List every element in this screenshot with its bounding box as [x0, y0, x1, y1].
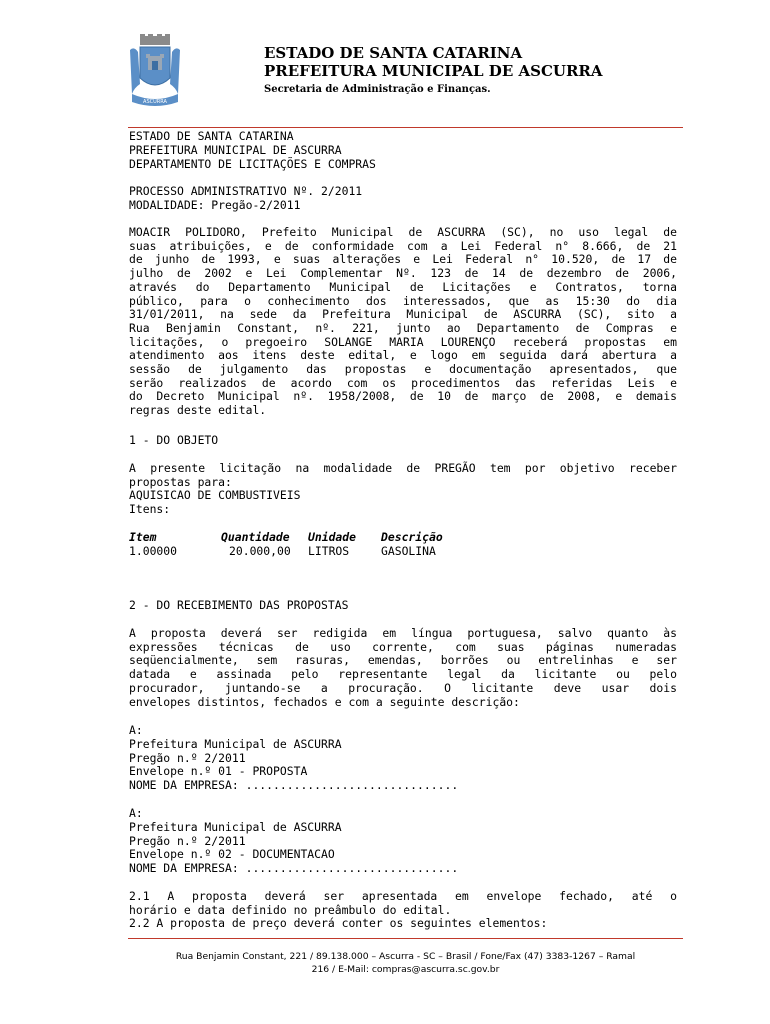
preamble-line: serão realizados de acordo com os procedimentos das referidas Leis e: [129, 375, 677, 390]
envelope-line: Envelope n.º 01 - PROPOSTA: [129, 764, 308, 778]
envelope-line: Pregão n.º 2/2011: [129, 834, 246, 848]
column-header-item: Item: [129, 530, 157, 544]
preamble-line: sessão de julgamento das propostas e documentação apresentados, que: [129, 362, 677, 377]
preamble-line: suas atribuições, e de conformidade com a Lei Federal n° 8.666, de 21: [129, 238, 677, 253]
section-2-line: seqüencialmente, sem rasuras, emendas, borrões ou entrelinhas e ser: [129, 653, 677, 668]
envelope-line: Pregão n.º 2/2011: [129, 751, 246, 765]
items-label: Itens:: [129, 502, 171, 516]
intro-department: DEPARTAMENTO DE LICITAÇÕES E COMPRAS: [129, 157, 376, 171]
preamble-line: público, para o conhecimento dos interessados, que as 15:30 do dia: [129, 293, 677, 308]
intro-municipality: PREFEITURA MUNICIPAL DE ASCURRA: [129, 143, 342, 157]
envelope-line: Prefeitura Municipal de ASCURRA: [129, 820, 342, 834]
section-2-line: expressões técnicas de uso corrente, com suas páginas numeradas: [129, 639, 677, 654]
column-header-unidade: Unidade: [308, 530, 357, 544]
preamble-line: licitações, o pregoeiro SOLANGE MARIA LOURENÇO receberá propostas em: [129, 334, 677, 349]
process-number: PROCESSO ADMINISTRATIVO Nº. 2/2011: [129, 184, 363, 198]
modality: MODALIDADE: Pregão-2/2011: [129, 198, 301, 212]
column-header-quantidade: Quantidade: [221, 530, 290, 544]
envelope-line: A:: [129, 723, 143, 737]
section-1-title: 1 - DO OBJETO: [129, 433, 219, 447]
footer-contact: 216 / E-Mail: compras@ascurra.sc.gov.br: [311, 963, 500, 975]
section-2-title: 2 - DO RECEBIMENTO DAS PROPOSTAS: [129, 598, 349, 612]
envelope-line: NOME DA EMPRESA: ...............................: [129, 778, 459, 792]
page-footer: [128, 951, 683, 976]
footer-divider: [128, 938, 683, 939]
section-2-line: procurador, juntando-se a procuração. O licitante deve usar dois: [129, 680, 677, 695]
section-2-line: A proposta deverá ser redigida em língua portuguesa, salvo quanto às: [129, 626, 677, 640]
table-cell-unidade: LITROS: [308, 544, 350, 558]
crest-label: ASCURRA: [143, 99, 167, 105]
section-1-line: A presente licitação na modalidade de PREGÃO tem por objetivo receber: [129, 461, 677, 475]
subsection-2-1: [129, 890, 677, 917]
preamble-line: atendimento aos itens deste edital, e logo em seguida dará abertura a: [129, 348, 677, 363]
subsection-line: horário e data definido no preâmbulo do edital.: [129, 902, 452, 917]
letterhead-state: ESTADO DE SANTA CATARINA: [264, 44, 523, 62]
column-header-descricao: Descrição: [381, 530, 443, 544]
table-cell-descricao: GASOLINA: [381, 544, 436, 558]
footer-address: Rua Benjamin Constant, 221 / 89.138.000 – Ascurra - SC – Brasil / Fone/Fax (47) 3383-1267 – Ramal: [175, 951, 636, 962]
header-divider: [128, 127, 683, 128]
envelope-line: NOME DA EMPRESA: ...............................: [129, 861, 459, 875]
preamble-line: 31/01/2011, na sede da Prefeitura Municipal de ASCURRA (SC), sito a: [129, 307, 677, 322]
table-cell-quantidade: 20.000,00: [229, 544, 291, 558]
section-2-line: datada e assinada pelo representante legal da licitante ou pelo: [129, 667, 677, 682]
table-cell-item: 1.00000: [129, 544, 178, 558]
preamble-line: do Decreto Municipal nº. 1958/2008, de 10 de março de 2008, e demais: [129, 389, 677, 404]
preamble-line: Rua Benjamin Constant, nº. 221, junto ao Departamento de Compras e: [129, 320, 677, 335]
letterhead-department: Secretaria de Administração e Finanças.: [264, 84, 491, 95]
preamble-line: julho de 2002 e Lei Complementar Nº. 123 de 14 de dezembro de 2006,: [129, 266, 677, 281]
preamble-paragraph: [129, 226, 677, 418]
envelope-line: Prefeitura Municipal de ASCURRA: [129, 737, 342, 751]
preamble-line: através do Departamento Municipal de Licitações e Contratos, torna: [129, 279, 677, 294]
preamble-line: de junho de 1993, e suas alterações e Lei Federal n° 10.520, de 17 de: [129, 252, 677, 267]
section-2-line: envelopes distintos, fechados e com a seguinte descrição:: [129, 694, 520, 709]
preamble-line: MOACIR POLIDORO, Prefeito Municipal de ASCURRA (SC), no uso legal de: [129, 225, 677, 239]
preamble-line: regras deste edital.: [129, 403, 267, 418]
section-1-paragraph: [129, 462, 677, 489]
letterhead: [264, 44, 603, 97]
envelope-line: Envelope n.º 02 - DOCUMENTACAO: [129, 847, 335, 861]
object-description: AQUISICAO DE COMBUSTIVEIS: [129, 488, 301, 502]
letterhead-municipality: PREFEITURA MUNICIPAL DE ASCURRA: [264, 62, 603, 80]
municipal-crest-logo: [128, 34, 182, 110]
subsection-2-2: 2.2 A proposta de preço deverá conter os seguintes elementos:: [129, 916, 548, 930]
section-1-line: propostas para:: [129, 474, 232, 489]
intro-state: ESTADO DE SANTA CATARINA: [129, 129, 294, 143]
section-2-paragraph: [129, 627, 677, 709]
envelope-line: A:: [129, 806, 143, 820]
subsection-line: 2.1 A proposta deverá ser apresentada em envelope fechado, até o: [129, 889, 677, 903]
